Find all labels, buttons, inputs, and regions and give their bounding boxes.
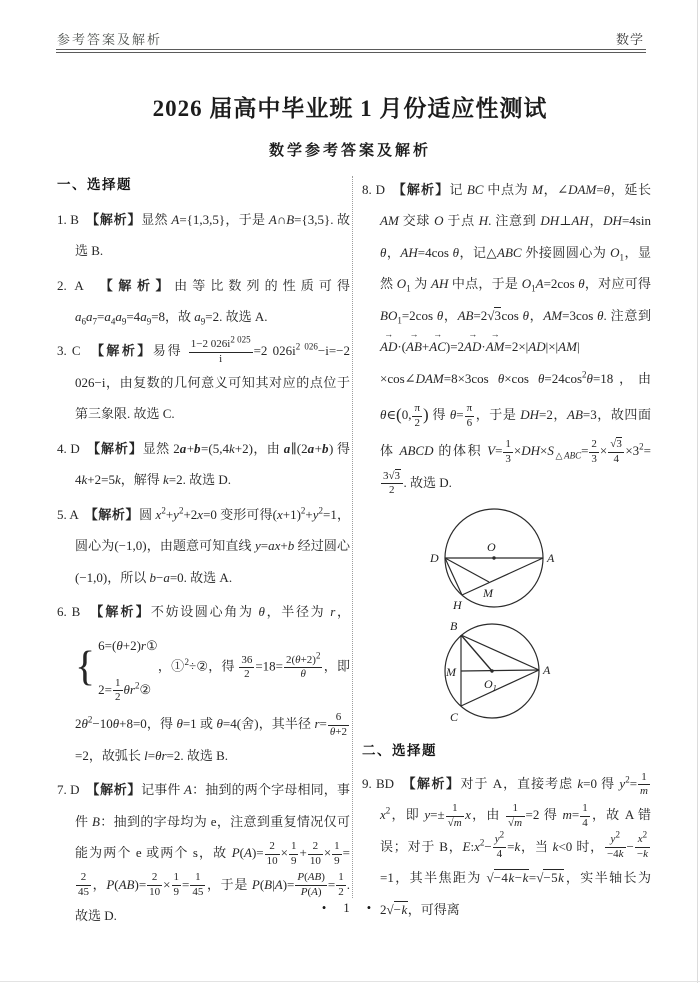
- section-heading-choice-2: 二、选择题: [362, 743, 437, 759]
- running-header-left: 参考答案及解析: [57, 32, 163, 47]
- figure-circle-diagram-1: [422, 501, 610, 613]
- point-label-A: A: [547, 551, 555, 566]
- point-label-O1: $O_1$: [484, 677, 497, 693]
- page-title: 2026 届高中毕业班 1 月份适应性测试: [152, 96, 548, 121]
- answer-item-2: 2. A 【解析】由等比数列的性质可得 $a_6a_7=a_4a_9=4a_9=8$，故 $a_9=2$. 故选 A.: [57, 277, 350, 327]
- segment-MA: [461, 670, 539, 671]
- point-label-H: H: [453, 598, 462, 613]
- header-double-rule: [56, 49, 646, 53]
- point-label-C: C: [450, 710, 459, 725]
- point-label-M: M: [446, 665, 456, 680]
- answer-item-9: 9. BD 【解析】对于 A，直接考虑 k=0 得 $y^2=$ $\frac{1}{m}$ $x^2$，即 y=± 1 √ m x，由 1 √ m =2 得 m= $\frac{1}{4}$ ，故 A 错误；对于 B，$E:x^2-$ $\frac{y^2}{4}$ =k，当 k<0 时， $\frac{y^2}{-4k}$ − $\frac{x^2}{-k}$ =1，其半焦距为 √ −4k−k= √ −5k，实半轴长为 2 √ −k，可得离: [362, 768, 651, 925]
- answer-item-5: 5. A 【解析】圆 $x^2+y^2+2x=0$ 变形可得$(x+1)^2+y^2=1$，圆心为(−1,0)，由题意可知直线 y=ax+b 经过圆心(−1,0)，所以 b−a=0. 故选 A.: [57, 505, 350, 585]
- point-label-D: D: [430, 551, 439, 566]
- scan-edge-bottom: [0, 981, 700, 982]
- segment-DM: [445, 558, 489, 582]
- answer-item-3: 3. C 【解析】易得 $\frac{1-2 026i^{2 025}}{i}$ =2 $026i^{2 026}-i=-2$ 026−i，由复数的几何意义可知其对应的点位于第三象限. 故选 C.: [57, 334, 350, 422]
- point-label-B: B: [450, 619, 458, 634]
- chord-CA: [461, 670, 539, 706]
- section-heading-choice-1: 一、选择题: [57, 177, 132, 192]
- point-label-O: O: [487, 540, 496, 555]
- answer-item-7: 7. D 【解析】记事件 A：抽到的两个字母相同，事件 B：抽到的字母均为 e，注意到重复情况仅可能为两个 e 或两个 s，故 P(A)= $\frac{2}{10}$ × $\frac{1}{9}$ + $\frac{2}{10}$ × $\frac{1}{9}$ = $\frac{2}{45}$ ，P(AB)= $\frac{2}{10}$ × $\frac{1}{9}$ = $\frac{1}{45}$ ，于是 P(B|A)= $\frac{P(AB)}{P(A)}$ = $\frac{1}{2}$ . 故选 D.: [57, 782, 350, 924]
- page-subtitle: 数学参考答案及解析: [268, 143, 431, 159]
- point-label-A: A: [543, 663, 551, 678]
- chord-DH: [445, 558, 462, 595]
- answer-item-4: 4. D 【解析】显然 2a+b=(5,4k+2)，由 a∥(2a+b) 得 4k+2=5k，解得 k=2. 故选 D.: [57, 440, 350, 488]
- center-dot-O1: [490, 670, 493, 673]
- left-column: [57, 174, 350, 935]
- point-label-M: M: [483, 586, 493, 601]
- answer-item-6: 6. B 【解析】不妨设圆心角为 θ，半径为 r， { 6=(θ+2)r① 2= $\frac{1}{2}$ $\theta r^2②$ ，①$^2$÷②，得 $\frac{36}{2}$ =18= $\frac{2(\theta+2)^2}{\theta}$ ，即 $2\theta^2-10\theta+8=0$，得 θ=1 或 θ=4(舍)，其半径 r= $\frac{6}{\theta+2}$ =2，故弧长 l=θr=2. 故选 B.: [57, 604, 350, 763]
- right-column: [362, 174, 651, 928]
- column-divider: [352, 176, 353, 898]
- page-number: • 1 •: [321, 901, 379, 915]
- figure-circle-diagram-2: [422, 615, 610, 730]
- center-dot-O: [492, 557, 495, 560]
- answer-item-1: 1. B 【解析】显然 A={1,3,5}，于是 A∩B={3,5}. 故选 B.: [57, 211, 351, 259]
- scan-edge-right: [697, 0, 698, 983]
- segment-BO1: [461, 635, 492, 671]
- running-header-right: 数学: [615, 32, 644, 47]
- answer-item-8: 8. D 【解析】记 BC 中点为 M，∠DAM=θ，延长 AM 交球 O 于点 H. 注意到 DH⊥AH，DH=4sin θ，AH=4cos θ，记△ABC 外接圆圆心为 $O_1$，显然 $O_1$ 为 AH 中点，于是 $O_1A=2\cos$ θ，对应可得 $BO_1=2\cos$ θ，AB=2 √ 3cos θ，AM=3cos θ. 注意到AD →·(AB →+AC →)=2AD →·AM →=2×|AD|×|AM|×cos∠DAM=8×3cos θ×cos $\theta=24\cos^2\theta=18$，由 θ∈(0, $\frac{\pi}{2}$ ) 得 θ= $\frac{\pi}{6}$ ，于是 DH=2，AB=3，故四面体 ABCD 的体积 V= $\frac{1}{3}$ $\times DH\times S_{\triangle ABC}=$ $\frac{2}{3}$ × √ $\frac{3}{4}$ $\times 3^2=$ $\frac{3 √ 3}{2}$ . 故选 D.: [362, 174, 651, 498]
